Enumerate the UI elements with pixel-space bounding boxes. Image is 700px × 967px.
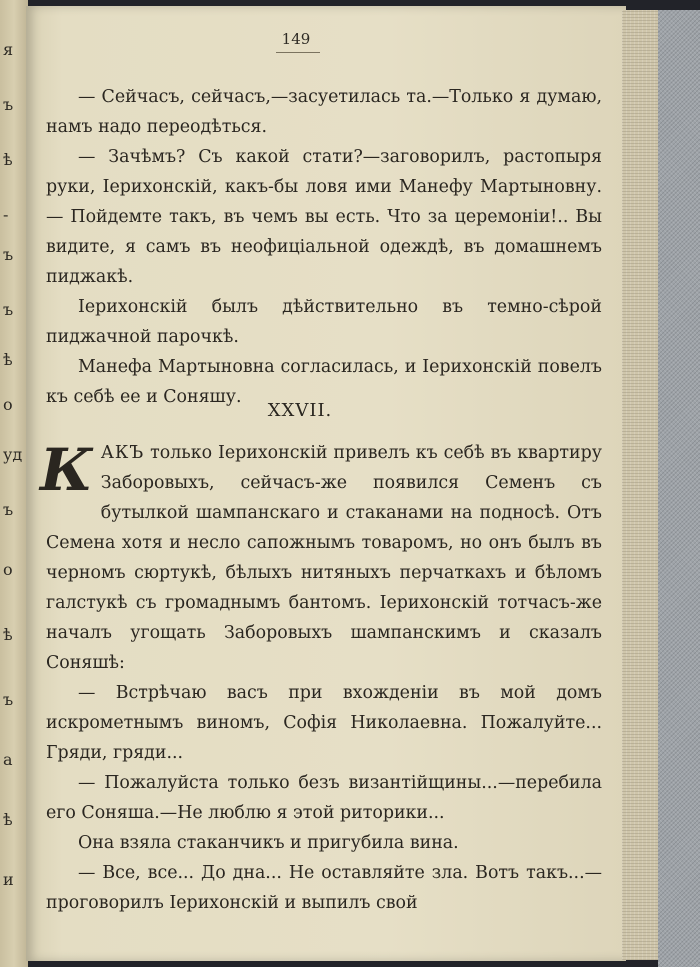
paragraph: — Пожалуйста только безъ византiйщины...—перебила его Соняша.—Не люблю я этой риторики... — [46, 773, 602, 823]
paragraph: — Встрѣчаю васъ при вхожденiи въ мой домъ искрометнымъ виномъ, Софiя Николаевна. Пожалуйте... Гряди, гряди... — [46, 683, 602, 763]
left-page-fragment: о — [3, 395, 13, 414]
paragraph: Она взяла стаканчикъ и пригубила вина. — [78, 833, 459, 853]
left-page-fragment: ѣ — [3, 150, 13, 169]
left-page-fragment: я — [3, 40, 14, 59]
left-page-fragment: ъ — [3, 245, 14, 264]
page-number: 149 — [281, 30, 311, 48]
left-page-fragment: ѣ — [3, 625, 13, 644]
left-page-fragment: ъ — [3, 95, 14, 114]
left-page-fragment: ѣ — [3, 350, 13, 369]
left-page-fragment: а — [3, 750, 13, 769]
first-word: АКЪ — [100, 443, 145, 463]
paragraph: Манефа Мартыновна согласилась, и Iерихонскiй повелъ къ себѣ ее и Соняшу. — [46, 357, 602, 407]
left-page-fragment: ъ — [3, 300, 14, 319]
left-page-fragment: ъ — [3, 690, 14, 709]
first-paragraph-text: только Iерихонскiй привелъ къ себѣ въ квартиру Заборовыхъ, сейчасъ-же появился Семенъ съ бутылкой шампанскаго и стаканами на подносѣ. Отъ Семена хотя и несло сапожнымъ товаромъ, но онъ былъ въ черномъ сюртукѣ, бѣлыхъ нитяныхъ перчаткахъ и бѣломъ галстукѣ съ громаднымъ бантомъ. Iерихонскiй тотчасъ-же началъ угощать Заборовыхъ шампанскимъ и сказалъ Соняшѣ: — [46, 443, 602, 673]
chapter-text-block — [40, 436, 602, 918]
left-page-fragment: уд — [3, 445, 23, 464]
paragraph: — Зачѣмъ? Съ какой стати?—заговорилъ, растопыря руки, Iерихонскiй, какъ-бы ловя ими Манефу Мартыновну. — Пойдемте такъ, въ чемъ вы есть. Что за церемонiи!.. Вы видите, я самъ въ неофицiальной одеждѣ, въ домашнемъ пиджакѣ. — [46, 147, 602, 287]
paragraph: — Все, все... До дна... Не оставляйте зла. Вотъ такъ...—проговорилъ Iерихонскiй и выпилъ свой — [46, 863, 602, 913]
first-paragraph — [40, 436, 602, 678]
drop-cap: К — [40, 436, 93, 504]
left-page-fragment: и — [3, 870, 14, 889]
chapter-heading: XXVII. — [267, 400, 333, 421]
page-block-edge — [622, 10, 660, 960]
paragraph: — Сейчасъ, сейчасъ,—засуетилась та.—Только я думаю, намъ надо переодѣться. — [46, 87, 602, 137]
cloth-binding — [658, 10, 700, 967]
left-page-edge — [0, 0, 28, 967]
paragraph: Iерихонскiй былъ дѣйствительно въ темно-сѣрой пиджачной парочкѣ. — [46, 297, 602, 347]
left-page-fragment: - — [3, 205, 9, 224]
left-page-fragment: ъ — [3, 500, 14, 519]
left-page-fragment: о — [3, 560, 13, 579]
left-page-fragment: ѣ — [3, 810, 13, 829]
page-number-rule — [276, 52, 320, 53]
top-text-block — [46, 82, 602, 412]
